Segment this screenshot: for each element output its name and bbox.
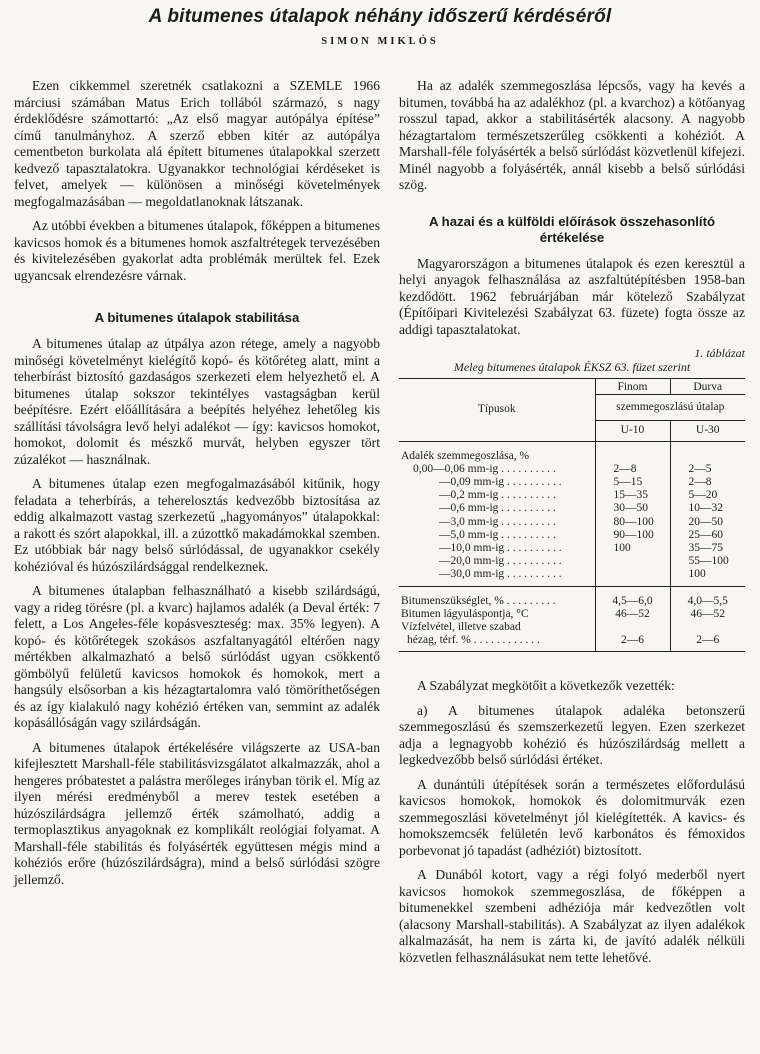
- table-void-label-1: Vízfelvétel, illetve szabad: [401, 621, 521, 634]
- table-row-label: —0,6 mm-ig . . . . . . . . . .: [439, 502, 556, 515]
- table-caption: Meleg bitumenes útalapok ÉKSZ 63. füzet szerint: [453, 360, 691, 374]
- table-bitumen-label: Bitumenszükséglet, % . . . . . . . . .: [401, 594, 556, 607]
- table-row-coarse: 10—32: [670, 502, 745, 515]
- paragraph: A bitumenes útalapok értékelésére világszerte az USA-ban kifejlesztett Marshall-féle stabilitásvizsgálatot alkalmazzák, ahol a hengeres próbatestet a palástra merőleges irányban törik el. Míg az ilyen mérési eredményből a merev testek esetében a húzószilárdságra jellemző érték számolható, addig a termoplasztikus anyagoknak ez komplikált reológiai folyamat. A Marshall-féle stabilitás és folyásérték együttesen mégis mind a kohéziós erőre (húzószilárdságra), mind a belső súrlódási szögre jellemző.: [14, 739, 380, 887]
- paragraph: A Dunából kotort, vagy a régi folyó mederből nyert kavicsos homokok szemmegoszlása, de főképpen a bitumenekkel szembeni adhéziója már kedvezőtlen volt (alacsony Marshall-stabilitás). A Szabályzat az ilyen adalékok alkalmazását, ha nem is zárta ki, de javító adalék nélküli közvetlen felhasználásukat nem tette lehetővé.: [399, 867, 745, 965]
- table-softening-coarse: 46—52: [670, 608, 745, 621]
- table-row-coarse: 100: [670, 568, 745, 581]
- table-code-coarse: U-30: [670, 421, 745, 441]
- paragraph: A Szabályzat megkötőit a következők vezették:: [417, 678, 675, 694]
- table-row-coarse: 2—8: [670, 476, 745, 489]
- table-row-fine: 5—15: [595, 476, 670, 489]
- table-row-label: —0,09 mm-ig . . . . . . . . . .: [439, 476, 562, 489]
- table-row: [399, 502, 745, 515]
- table-row-coarse: 25—60: [670, 529, 745, 542]
- article-title: A bitumenes útalapok néhány időszerű kérdéséről: [148, 6, 612, 27]
- table-row-coarse: 20—50: [670, 516, 745, 529]
- author-name: SIMON MIKLÓS: [321, 36, 439, 47]
- table-row: [399, 542, 745, 555]
- table-header-type: Típusok: [399, 379, 595, 442]
- table-row-label: —3,0 mm-ig . . . . . . . . . .: [439, 515, 556, 528]
- right-column: [399, 78, 745, 974]
- table-grading-label: Adalék szemmegoszlása, %: [399, 441, 595, 463]
- table-header-group: szemmegoszlású útalap: [595, 395, 745, 421]
- table-header-fine: Finom: [595, 379, 670, 395]
- table-row-coarse: 2—5: [670, 463, 745, 476]
- table-row: [399, 555, 745, 568]
- paragraph: Ha az adalék szemmegoszlása lépcsős, vagy ha kevés a bitumen, továbbá ha az adalékhoz (pl. a kvarchoz) a kötőanyag rosszul tapad, akkor a stabilitásérték alacsony. A nagyobb hézagtartalom természetszerűleg csökkenti a kohéziót. A Marshall-féle folyásérték a belső súrlódást közvetlenül kifejezi. Minél nagyobb a folyásérték, annál kisebb a belső súrlódási szög.: [399, 78, 745, 192]
- table-row-fine: [595, 568, 670, 581]
- table-number: 1. táblázat: [694, 346, 745, 360]
- specification-table: [399, 378, 745, 652]
- table-row-fine: 30—50: [595, 502, 670, 515]
- table-row-fine: 80—100: [595, 516, 670, 529]
- paragraph: Az utóbbi években a bitumenes útalapok, főképpen a bitumenes kavicsos homok és a bitumenes homok aszfaltrétegek tervezésében és kivitelezésében gyakorlat adta problémák merültek fel. Ezek ugyancsak elrendezésre várnak.: [14, 218, 380, 283]
- section-heading-comparison: A hazai és a külföldi előírások összehasonlító értékelése: [428, 213, 716, 245]
- table-void-coarse: 2—6: [670, 634, 745, 652]
- table-row-fine: 2—8: [595, 463, 670, 476]
- table-row-label: —10,0 mm-ig . . . . . . . . . .: [439, 542, 562, 555]
- table-row-coarse: 55—100: [670, 555, 745, 568]
- table-header-coarse: Durva: [670, 379, 745, 395]
- table-row-coarse: 5—20: [670, 489, 745, 502]
- table-softening-label: Bitumen lágyuláspontja, °C: [401, 607, 529, 620]
- table-row-label: 0,00—0,06 mm-ig . . . . . . . . . .: [413, 462, 556, 475]
- paragraph: A bitumenes útalap ezen megfogalmazásából kitűnik, hogy feladata a teherbírás, a teherelosztás kedvezőbb biztosítása az eddig alkalmazott vastag szerkezetű „hagyományos” útalapokkal: a rakott és szórt alapokkal, ill. a zúzottkő makadámokkal szemben. Ez utóbbiak bár nagy belső súrlódással, de ugyanakkor csekély kohézióval és húzószilárdsággal rendelkeznek.: [14, 476, 380, 574]
- paragraph: Magyarországon a bitumenes útalapok és ezen keresztül a helyi anyagok felhasználása az aszfaltútépítésben 1958-ban kezdődött. 1962 februárjában már kötelező Szabályzat (Építőipari Kivitelezési Szabályzat 63. füzete) fogta össze az addigi tapasztalatokat.: [399, 255, 745, 337]
- table-row: [399, 568, 745, 581]
- paragraph: A bitumenes útalapban felhasználható a kisebb szilárdságú, vagy a rideg törésre (pl. a kvarc) hajlamos adalék (a Deval érték: 7 felett, a Los Angeles-féle kopásveszteség: max. 35% legyen). A kopó- és kötőrétegek szokásos aszfaltanyagától eltérően nagy mértékben alkalmazható a belső súrlódást ugyan csökkentő gömbölyű felületű kavicsos homokok és homokok, mert a hangsúly elsősorban a kis hézagtartalomra való tömöríthetőségen és az így kialakuló nagy kohézió értéken van, semmint az adalék kopásállóságán vagy szilárdságán.: [14, 583, 380, 730]
- table-row: [399, 516, 745, 529]
- table-row-fine: 100: [595, 542, 670, 555]
- table-softening-fine: 46—52: [595, 608, 670, 621]
- paragraph: Ezen cikkemmel szeretnék csatlakozni a SZEMLE 1966 márciusi számában Matus Erich tollából származó, s nagy érdeklődésre számottartó: „Az első magyar autópálya építése” című tanulmányhoz. A szerző ebben kitér az autópálya cementbeton burkolata alá épített bitumenes útalapokkal szerzett kedvező tapasztalatokra. Ugyanakkor technológiai kérdéseket is felvet, amelyek — különösen a minőségi követelmények megfogalmazásában — megoldatlanoknak látszanak.: [14, 78, 380, 209]
- paragraph: A bitumenes útalap az útpálya azon rétege, amely a nagyobb minőségi követelményt kielégítő kopó- és kötőréteg alatt, mint a teherbírást biztosító gazdaságos szerkezeti elem helyezhető el. A bitumenes útalap sokszor tekintélyes vastagságban kerül beépítésre. Ezért előállítására a beépítés helyéhez lehetőleg kis szállítási távolságra levő helyi adalékot — így: kavicsos homokot, homokot, dolomit és mészkő murvát, helyben egyszer tört zúzalékot — használnak.: [14, 336, 380, 467]
- left-column: [14, 78, 380, 896]
- table-void-label-2: hézag, térf. % . . . . . . . . . . . .: [399, 634, 595, 652]
- table-void-fine: 2—6: [595, 634, 670, 652]
- table-row-fine: 90—100: [595, 529, 670, 542]
- table-row-fine: 15—35: [595, 489, 670, 502]
- table-row: [399, 463, 745, 476]
- table-row-coarse: 35—75: [670, 542, 745, 555]
- table-bitumen-coarse: 4,0—5,5: [670, 586, 745, 608]
- section-heading-stability: A bitumenes útalapok stabilitása: [94, 310, 300, 325]
- table-row-label: —0,2 mm-ig . . . . . . . . . .: [439, 489, 556, 502]
- paragraph: A dunántúli útépítések során a természetes előfordulású kavicsos homokok, homokok és dolomitmurvák ezen szemmegoszlási követelményt jól kielégítették. A kavics- és homokszemcsék felületén levő karbonátos és fémoxidos porbevonat jó tapadást (adhéziót) biztosított.: [399, 776, 745, 858]
- table-row-fine: [595, 555, 670, 568]
- table-code-fine: U-10: [595, 421, 670, 441]
- table-row: [399, 476, 745, 489]
- paragraph: a) A bitumenes útalapok adaléka betonszerű szemmegoszlású és szemszerkezetű legyen. Ezen szerkezet adja a legnagyobb kohézió és húzószilárdság mellett a legkedvezőbb belső súrlódási értéket.: [399, 702, 745, 768]
- table-row: [399, 529, 745, 542]
- table-row-label: —20,0 mm-ig . . . . . . . . . .: [439, 555, 562, 568]
- table-row-label: —30,0 mm-ig . . . . . . . . . .: [439, 568, 562, 581]
- table-row: [399, 489, 745, 502]
- table-bitumen-fine: 4,5—6,0: [595, 586, 670, 608]
- table-row-label: —5,0 mm-ig . . . . . . . . . .: [439, 528, 556, 541]
